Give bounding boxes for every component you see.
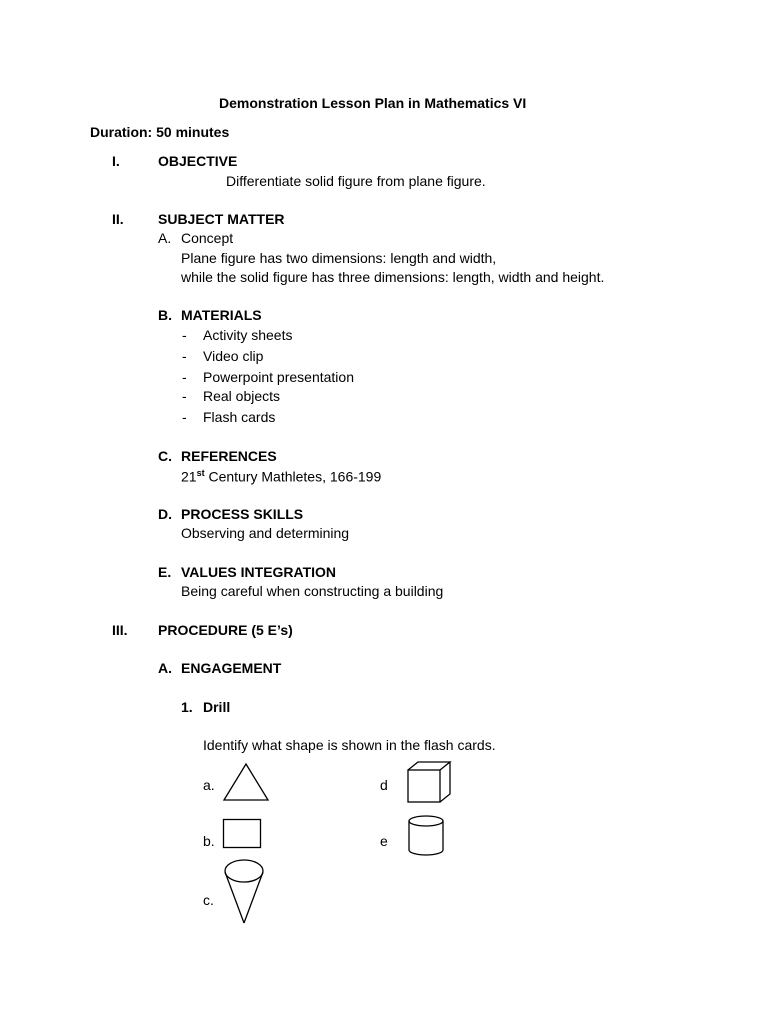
material-dash: - xyxy=(182,409,187,425)
triangle-icon xyxy=(222,762,270,802)
cone-icon xyxy=(221,858,267,926)
concept-line-2: while the solid figure has three dimensions: length, width and height. xyxy=(181,269,605,285)
material-item: Powerpoint presentation xyxy=(203,369,354,385)
objective-text: Differentiate solid figure from plane figure. xyxy=(226,173,486,189)
drill-number: 1. xyxy=(181,699,193,715)
values-letter: E. xyxy=(158,564,172,580)
values-heading: VALUES INTEGRATION xyxy=(181,564,337,580)
card-label-d: d xyxy=(380,777,388,793)
process-skills-heading: PROCESS SKILLS xyxy=(181,506,304,522)
card-label-c: c. xyxy=(203,892,214,908)
materials-heading: MATERIALS xyxy=(181,307,262,323)
concept-letter: A. xyxy=(158,230,172,246)
reference-number: 21 xyxy=(181,468,197,485)
objective-heading: OBJECTIVE xyxy=(158,153,238,169)
section-numeral-procedure: III. xyxy=(112,622,128,638)
reference-ordinal-suffix: st xyxy=(196,468,205,478)
engagement-heading: ENGAGEMENT xyxy=(181,660,282,676)
material-dash: - xyxy=(182,348,187,364)
concept-label: Concept xyxy=(181,230,234,246)
references-heading: REFERENCES xyxy=(181,448,277,464)
duration: Duration: 50 minutes xyxy=(90,124,230,140)
procedure-heading: PROCEDURE (5 E’s) xyxy=(158,622,293,638)
material-dash: - xyxy=(182,369,187,385)
drill-heading: Drill xyxy=(203,699,231,715)
references-letter: C. xyxy=(158,448,172,464)
reference-title: Century Mathletes, 166-199 xyxy=(204,468,382,485)
materials-letter: B. xyxy=(158,307,172,323)
material-item: Activity sheets xyxy=(203,327,293,343)
engagement-letter: A. xyxy=(158,660,172,676)
concept-line-1: Plane figure has two dimensions: length and width, xyxy=(181,250,497,266)
material-dash: - xyxy=(182,388,187,404)
material-item: Real objects xyxy=(203,388,281,404)
process-skills-letter: D. xyxy=(158,506,172,522)
cylinder-icon xyxy=(406,814,446,858)
card-label-a: a. xyxy=(203,777,215,793)
material-item: Flash cards xyxy=(203,409,276,425)
subject-matter-heading: SUBJECT MATTER xyxy=(158,211,285,227)
process-skills-text: Observing and determining xyxy=(181,525,350,541)
card-label-e: e xyxy=(380,833,388,849)
rectangle-icon xyxy=(222,818,262,850)
material-dash: - xyxy=(182,327,187,343)
reference-entry xyxy=(181,469,381,484)
section-numeral-subject-matter: II. xyxy=(112,211,124,227)
values-text: Being careful when constructing a building xyxy=(181,583,444,599)
card-label-b: b. xyxy=(203,833,215,849)
material-item: Video clip xyxy=(203,348,264,364)
drill-instruction: Identify what shape is shown in the flash cards. xyxy=(203,737,496,753)
document-title: Demonstration Lesson Plan in Mathematics VI xyxy=(219,95,527,111)
cube-icon xyxy=(406,760,454,806)
section-numeral-objective: I. xyxy=(112,153,120,169)
